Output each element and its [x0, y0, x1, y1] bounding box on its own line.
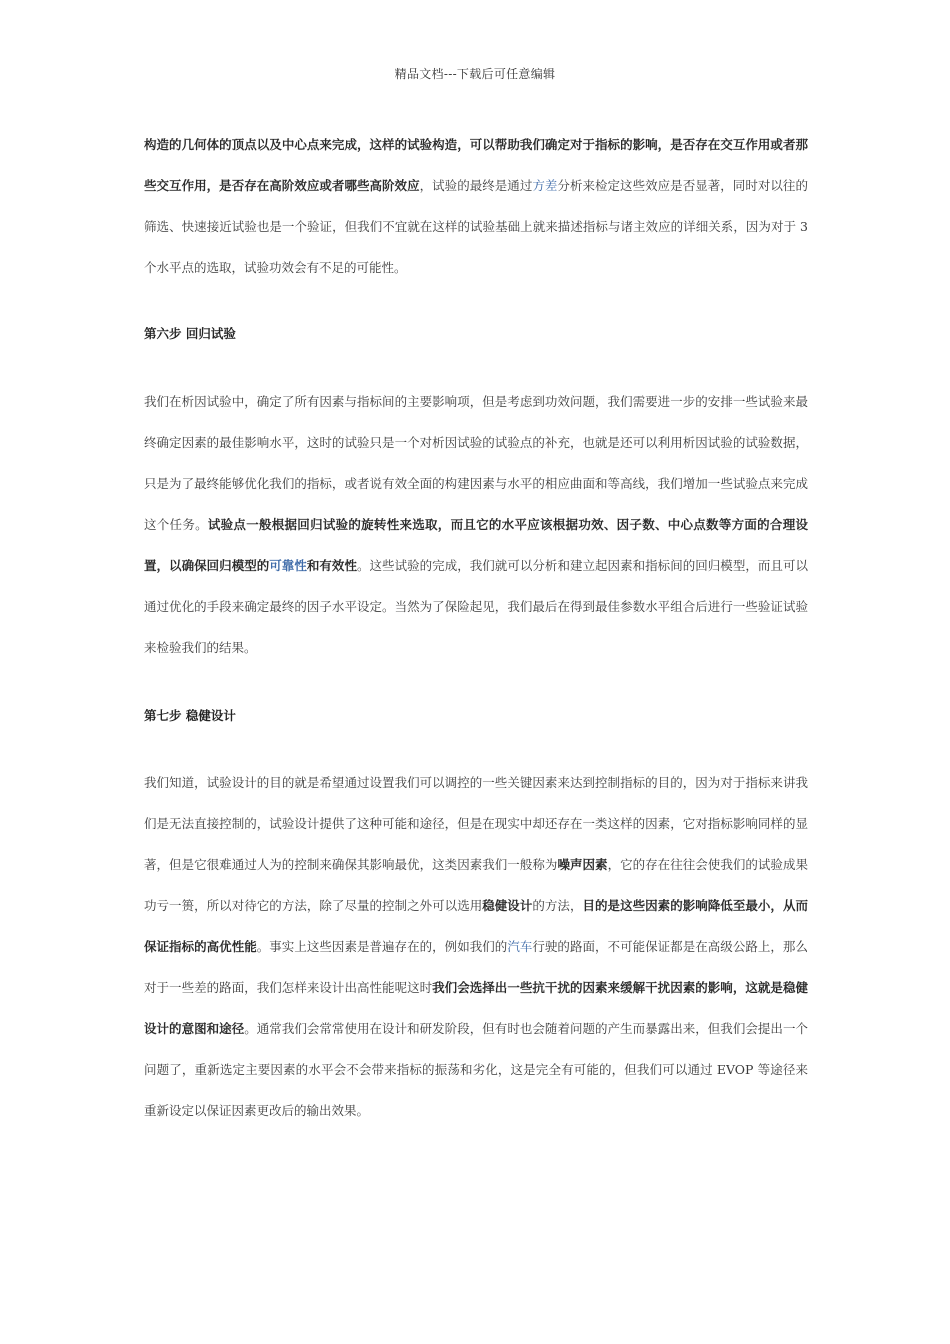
body-text: ，它的存在往往会使我们的试验成果功亏一篑，所以对待它的方法，除了尽量的控制之外可以选用 [144, 857, 808, 913]
bold-text: 构造的几何体的顶点以及中心点来完成，这样的试验构造，可以帮助我们确定对于指标的影响，是否存在交互作用或者那些交互作用，是否存在高阶效应或者哪些高阶效应 [144, 137, 808, 193]
body-text: 的方法， [532, 898, 583, 913]
paragraph-robust-design [144, 762, 808, 1131]
body-text: 我们在析因试验中，确定了所有因素与指标间的主要影响项，但是考虑到功效问题，我们需要进一步的安排一些试验来最终确定因素的最佳影响水平，这时的试验只是一个对析因试验的试验点的补充，也就是还可以利用析因试验的试验数据，只是为了最终能够优化我们的指标，或者说有效全面的构建因素与水平的相应曲面和等高线，我们增加一些试验点来完成这个任务。 [144, 394, 808, 532]
link-variance[interactable]: 方差 [532, 178, 558, 193]
paragraph-regression [144, 381, 808, 668]
link-reliability[interactable]: 可靠性 [269, 558, 307, 573]
body-text: 。通常我们会常常使用在设计和研发阶段，但有时也会随着问题的产生而暴露出来，但我们会提出一个问题了，重新选定主要因素的水平会不会带来指标的振荡和劣化，这是完全有可能的，但我们可以通过 EVOP 等途径来重新设定以保证因素更改后的输出效果。 [144, 1021, 808, 1118]
bold-text: 试验点一般根据回归试验的旋转性来选取，而且它的水平应该根据功效、因子数、中心点数等方面的合理设置，以确保回归模型的 [144, 517, 808, 573]
bold-text: 目的是这些因素的影响降低至最小，从而保证指标的高优性能 [144, 898, 808, 954]
body-text: 。这些试验的完成，我们就可以分析和建立起因素和指标间的回归模型，而且可以通过优化的手段来确定最终的因子水平设定。当然为了保险起见，我们最后在得到最佳参数水平组合后进行一些验证试验来检验我们的结果。 [144, 558, 808, 655]
bold-text: 稳健设计 [482, 898, 533, 913]
section-heading-step6: 第六步 回归试验 [144, 326, 236, 341]
bold-text: 噪声因素 [557, 857, 608, 872]
body-text: 分析来检定这些效应是否显著，同时对以往的筛选、快速接近试验也是一个验证，但我们不宜就在这样的试验基础上就来描述指标与诸主效应的详细关系，因为对于 3 个水平点的选取，试验功效会有不足的可能性。 [144, 178, 808, 275]
section-heading-step7: 第七步 稳健设计 [144, 708, 236, 723]
bold-text: 我们会选择出一些抗干扰的因素来缓解干扰因素的影响，这就是稳健设计的意图和途径 [144, 980, 808, 1036]
body-text: ，试验的最终是通过 [419, 178, 533, 193]
link-automobile[interactable]: 汽车 [507, 939, 533, 954]
document-body [144, 124, 808, 1144]
body-text: 我们知道，试验设计的目的就是希望通过设置我们可以调控的一些关键因素来达到控制指标的目的，因为对于指标来讲我们是无法直接控制的，试验设计提供了这种可能和途径，但是在现实中却还存在一类这样的因素，它对指标影响同样的显著，但是它很难通过人为的控制来确保其影响最优，这类因素我们一般称为 [144, 775, 808, 872]
paragraph-doe-summary [144, 124, 808, 288]
body-text: 。事实上这些因素是普遍存在的，例如我们的 [256, 939, 508, 954]
body-text: 行驶的路面，不可能保证都是在高级公路上，那么对于一些差的路面，我们怎样来设计出高性能呢这时 [144, 939, 808, 995]
bold-text: 和有效性 [306, 558, 357, 573]
page-header: 精品文档---下载后可任意编辑 [394, 67, 556, 81]
